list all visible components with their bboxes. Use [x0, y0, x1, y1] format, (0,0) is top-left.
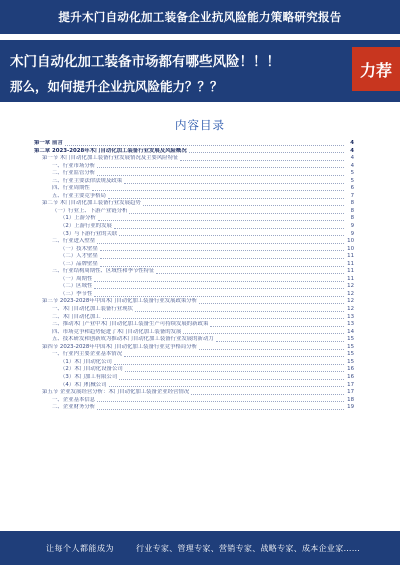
- toc-entry-title: 三、行业主要法律法规及政策: [52, 177, 123, 184]
- toc-entry[interactable]: [34, 185, 354, 193]
- toc-leader-dots: [98, 220, 344, 221]
- toc-entry-title: 第三节 2023-2028年中国木门自动化加工装备行业发展政策分析: [42, 298, 198, 305]
- toc-entry[interactable]: [34, 170, 354, 178]
- toc-entry-page: 12: [347, 290, 354, 297]
- toc-leader-dots: [100, 250, 344, 251]
- toc-entry[interactable]: [34, 276, 354, 284]
- toc-entry[interactable]: [34, 208, 354, 216]
- toc-entry-page: 17: [347, 389, 354, 396]
- toc-entry[interactable]: [34, 261, 354, 269]
- toc-entry[interactable]: [34, 298, 354, 306]
- report-title-banner: [0, 0, 400, 34]
- toc-entry-title: 三、行业结构周期性、区域性和季节性特征: [52, 268, 155, 275]
- toc-leader-dots: [156, 273, 344, 274]
- toc-entry-title: （一）技术壁垒: [60, 245, 98, 252]
- recommend-badge: 力荐: [352, 47, 400, 91]
- toc-entry-page: 15: [347, 343, 354, 350]
- toc-entry-page: 15: [347, 336, 354, 343]
- toc-heading: 内容目录: [175, 118, 225, 132]
- toc-leader-dots: [97, 167, 344, 168]
- toc-entry[interactable]: [34, 231, 354, 239]
- table-of-contents: [34, 140, 354, 412]
- toc-entry-title: （1）木门自动化公司: [60, 358, 112, 365]
- toc-leader-dots: [108, 198, 344, 199]
- toc-entry[interactable]: [34, 306, 354, 314]
- toc-leader-dots: [92, 190, 344, 191]
- toc-entry-page: 11: [347, 275, 354, 282]
- toc-leader-dots: [124, 356, 344, 357]
- toc-entry[interactable]: [34, 215, 354, 223]
- toc-leader-dots: [199, 303, 344, 304]
- toc-entry-page: 18: [347, 396, 354, 403]
- toc-entry[interactable]: [34, 359, 354, 367]
- toc-leader-dots: [94, 288, 344, 289]
- toc-leader-dots: [119, 235, 344, 236]
- toc-entry-title: （一）周期性: [60, 275, 93, 282]
- toc-entry-title: （3）木门加工有限公司: [60, 373, 118, 380]
- toc-entry-page: 16: [347, 366, 354, 373]
- toc-leader-dots: [210, 326, 344, 327]
- toc-entry-title: （4）木门机械公司: [60, 381, 107, 388]
- toc-entry-title: 二、行业进入壁垒: [52, 238, 96, 245]
- toc-leader-dots: [119, 379, 344, 380]
- toc-leader-dots: [97, 401, 344, 402]
- toc-entry-title: 二、行业监管分析: [52, 170, 96, 177]
- hero-subheadline: 那么，如何提升企业抗风险能力？？？: [10, 79, 223, 94]
- report-title: 提升木门自动化加工装备企业抗风险能力策略研究报告: [58, 10, 342, 24]
- toc-leader-dots: [109, 386, 344, 387]
- toc-entry-title: 一、行业内主要企业基本情况: [52, 351, 123, 358]
- toc-entry-page: 12: [347, 298, 354, 305]
- footer-slogan: 让每个人都能成为: [46, 543, 114, 553]
- toc-entry-page: 4: [350, 162, 354, 169]
- toc-leader-dots: [97, 243, 344, 244]
- toc-entry-page: 5: [350, 177, 354, 184]
- toc-entry-title: （2）上游行业的发展: [60, 223, 112, 230]
- toc-entry-page: 11: [347, 260, 354, 267]
- toc-entry[interactable]: [34, 155, 354, 163]
- toc-entry-title: 第二节 木门自动化加工装备行业发展趋势: [42, 200, 141, 207]
- toc-entry[interactable]: [34, 283, 354, 291]
- toc-entry-title: （二）区域性: [60, 283, 93, 290]
- toc-leader-dots: [143, 205, 344, 206]
- toc-entry-page: 10: [347, 238, 354, 245]
- toc-leader-dots: [189, 152, 344, 153]
- toc-leader-dots: [180, 160, 344, 161]
- toc-entry-title: 第一节 木门自动化加工装备行业发展情况及主要风险特征: [42, 155, 179, 162]
- toc-leader-dots: [183, 333, 344, 334]
- toc-entry[interactable]: [34, 397, 354, 405]
- toc-entry[interactable]: [34, 200, 354, 208]
- toc-entry[interactable]: [34, 253, 354, 261]
- toc-leader-dots: [94, 296, 344, 297]
- toc-entry[interactable]: [34, 374, 354, 382]
- toc-entry-page: 16: [347, 373, 354, 380]
- toc-entry-page: 7: [350, 192, 354, 199]
- toc-entry-page: 12: [347, 283, 354, 290]
- toc-leader-dots: [216, 341, 344, 342]
- toc-leader-dots: [114, 364, 344, 365]
- toc-entry[interactable]: [34, 344, 354, 352]
- footer-roles: 行业专家、管理专家、营销专家、战略专家、成本企业家……: [136, 543, 361, 553]
- toc-entry[interactable]: [34, 238, 354, 246]
- toc-leader-dots: [100, 266, 344, 267]
- toc-entry-page: 8: [350, 207, 354, 214]
- toc-entry-page: 13: [347, 313, 354, 320]
- toc-entry[interactable]: [34, 321, 354, 329]
- toc-entry-page: 10: [347, 245, 354, 252]
- toc-entry-title: 第二章 2023-2028年木门自动化加工装备行业发展及风险概况: [34, 147, 187, 154]
- toc-leader-dots: [94, 281, 344, 282]
- toc-entry[interactable]: [34, 148, 354, 156]
- toc-entry-page: 5: [350, 170, 354, 177]
- toc-entry-page: 9: [350, 223, 354, 230]
- toc-leader-dots: [103, 318, 344, 319]
- footer-banner: [0, 531, 400, 565]
- toc-entry-title: （二）人才壁垒: [60, 253, 98, 260]
- toc-entry-title: （3）与下游行业的关联: [60, 230, 118, 237]
- toc-entry-page: 11: [347, 253, 354, 260]
- toc-entry-page: 9: [350, 230, 354, 237]
- toc-entry-page: 12: [347, 306, 354, 313]
- toc-entry-page: 14: [347, 328, 354, 335]
- toc-entry[interactable]: [34, 268, 354, 276]
- toc-leader-dots: [65, 145, 344, 146]
- toc-entry-title: 第五节 企业发展经营分析：木门自动化加工装备企业经营情况: [42, 389, 190, 396]
- toc-entry-title: 一、企业基本信息: [52, 396, 96, 403]
- toc-leader-dots: [135, 311, 344, 312]
- toc-entry-title: 二、木门自动化加工: [52, 313, 101, 320]
- toc-entry-title: 第四节 2023-2028年中国木门自动化加工装备行业竞争格局分析: [42, 343, 198, 350]
- toc-entry[interactable]: [34, 382, 354, 390]
- toc-leader-dots: [199, 349, 344, 350]
- toc-leader-dots: [100, 258, 344, 259]
- toc-entry[interactable]: [34, 140, 354, 148]
- toc-entry-page: 4: [350, 140, 354, 146]
- toc-entry-title: 五、技术研发和创新成为推动木门自动化加工装备行业发展的新动力: [52, 336, 214, 343]
- toc-entry-page: 4: [350, 155, 354, 162]
- toc-entry-title: 一、行业市场分析: [52, 162, 96, 169]
- toc-entry-title: （一）行业上、下游产业链分析: [52, 207, 128, 214]
- toc-entry-title: （1）上游分析: [60, 215, 96, 222]
- toc-entry[interactable]: [34, 193, 354, 201]
- toc-entry-title: 四、行业周期性: [52, 185, 90, 192]
- hero-headline: 木门自动化加工装备市场都有哪些风险！！！: [10, 54, 280, 70]
- toc-leader-dots: [124, 183, 344, 184]
- toc-entry-title: （三）品牌壁垒: [60, 260, 98, 267]
- toc-entry-title: 五、行业主要竞争格局: [52, 192, 106, 199]
- toc-entry[interactable]: [34, 336, 354, 344]
- toc-entry-title: 四、市场竞争和趋势促进了木门自动化加工装备的发展: [52, 328, 182, 335]
- toc-entry-page: 15: [347, 358, 354, 365]
- toc-entry[interactable]: [34, 314, 354, 322]
- toc-entry-title: 三、推动木门产业中木门自动化加工装备生产可持续发展的新政策: [52, 321, 209, 328]
- toc-entry[interactable]: [34, 223, 354, 231]
- toc-entry[interactable]: [34, 291, 354, 299]
- toc-entry-title: 一、木门自动化加工装备行业现状: [52, 306, 133, 313]
- toc-leader-dots: [129, 213, 344, 214]
- toc-entry[interactable]: [34, 389, 354, 397]
- toc-entry[interactable]: [34, 366, 354, 374]
- toc-entry[interactable]: [34, 246, 354, 254]
- toc-entry-page: 15: [347, 351, 354, 358]
- toc-leader-dots: [191, 394, 344, 395]
- toc-entry-page: 4: [350, 147, 354, 154]
- toc-entry[interactable]: [34, 329, 354, 337]
- toc-leader-dots: [97, 409, 344, 410]
- toc-leader-dots: [125, 371, 344, 372]
- toc-entry-page: 19: [347, 404, 354, 411]
- toc-entry-page: 11: [347, 268, 354, 275]
- toc-entry-page: 13: [347, 321, 354, 328]
- toc-entry[interactable]: [34, 351, 354, 359]
- toc-entry[interactable]: [34, 163, 354, 171]
- toc-entry-page: 8: [350, 215, 354, 222]
- toc-leader-dots: [97, 175, 344, 176]
- toc-leader-dots: [114, 228, 344, 229]
- toc-entry-page: 8: [350, 200, 354, 207]
- toc-entry-title: 第一章 前言: [34, 140, 63, 146]
- toc-entry[interactable]: [34, 404, 354, 412]
- toc-entry-title: （三）季节性: [60, 290, 93, 297]
- toc-entry-title: （2）木门自动化设备公司: [60, 366, 123, 373]
- toc-entry[interactable]: [34, 178, 354, 186]
- hero-section: [0, 40, 400, 102]
- toc-entry-title: 二、企业财务分析: [52, 404, 96, 411]
- toc-entry-page: 6: [350, 185, 354, 192]
- toc-entry-page: 17: [347, 381, 354, 388]
